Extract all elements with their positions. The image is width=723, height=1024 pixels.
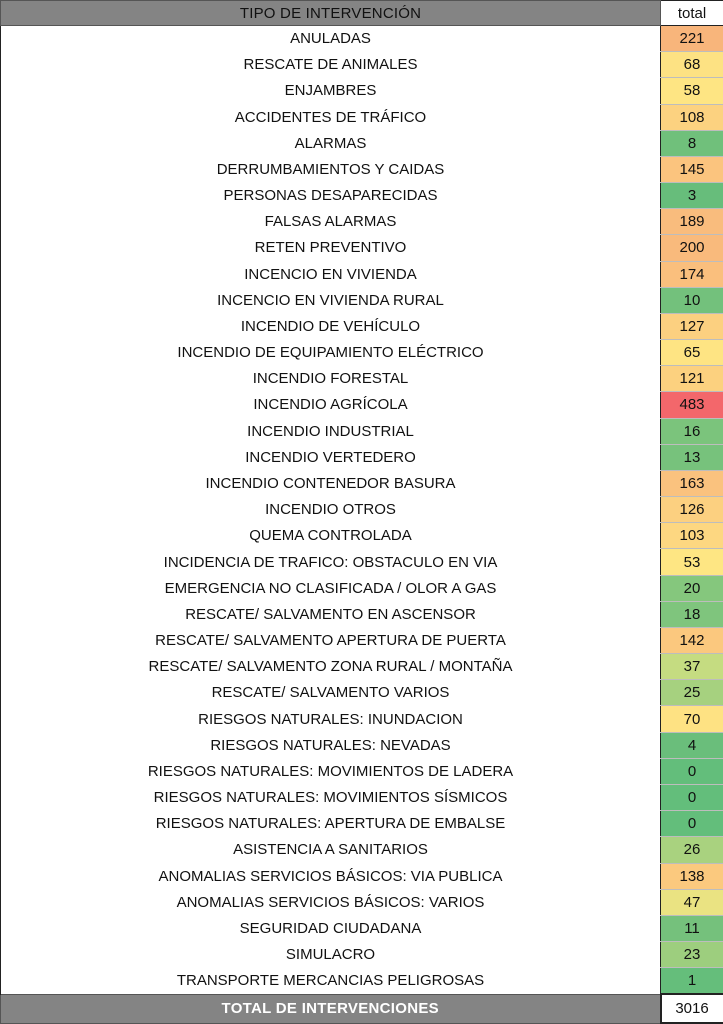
intervention-type: INCENDIO FORESTAL bbox=[1, 366, 661, 392]
table-row bbox=[1, 549, 723, 575]
table-row bbox=[1, 942, 723, 968]
intervention-total: 0 bbox=[661, 758, 723, 784]
intervention-total: 68 bbox=[661, 52, 723, 78]
intervention-type: RIESGOS NATURALES: MOVIMIENTOS SÍSMICOS bbox=[1, 784, 661, 810]
intervention-total: 4 bbox=[661, 732, 723, 758]
intervention-type: INCENDIO CONTENEDOR BASURA bbox=[1, 470, 661, 496]
table-row bbox=[1, 104, 723, 130]
intervention-type: RESCATE/ SALVAMENTO VARIOS bbox=[1, 680, 661, 706]
intervention-type: DERRUMBAMIENTOS Y CAIDAS bbox=[1, 156, 661, 182]
table-row bbox=[1, 889, 723, 915]
intervention-total: 65 bbox=[661, 340, 723, 366]
table-row bbox=[1, 444, 723, 470]
intervention-type: PERSONAS DESAPARECIDAS bbox=[1, 183, 661, 209]
intervention-total: 8 bbox=[661, 130, 723, 156]
table-row bbox=[1, 366, 723, 392]
intervention-total: 138 bbox=[661, 863, 723, 889]
intervention-type: INCENDIO AGRÍCOLA bbox=[1, 392, 661, 418]
intervention-total: 127 bbox=[661, 313, 723, 339]
table-row bbox=[1, 601, 723, 627]
intervention-total: 221 bbox=[661, 26, 723, 52]
intervention-total: 16 bbox=[661, 418, 723, 444]
intervention-total: 20 bbox=[661, 575, 723, 601]
table-row bbox=[1, 680, 723, 706]
intervention-type: ANOMALIAS SERVICIOS BÁSICOS: VIA PUBLICA bbox=[1, 863, 661, 889]
intervention-type: RIESGOS NATURALES: APERTURA DE EMBALSE bbox=[1, 811, 661, 837]
table-row bbox=[1, 784, 723, 810]
table-row bbox=[1, 915, 723, 941]
intervention-type: INCENDIO INDUSTRIAL bbox=[1, 418, 661, 444]
intervention-type: INCENDIO DE VEHÍCULO bbox=[1, 313, 661, 339]
table-row bbox=[1, 497, 723, 523]
intervention-type: SEGURIDAD CIUDADANA bbox=[1, 915, 661, 941]
intervention-type: FALSAS ALARMAS bbox=[1, 209, 661, 235]
column-header-total: total bbox=[661, 1, 723, 26]
intervention-total: 37 bbox=[661, 654, 723, 680]
intervention-total: 121 bbox=[661, 366, 723, 392]
intervention-total: 142 bbox=[661, 627, 723, 653]
intervention-total: 10 bbox=[661, 287, 723, 313]
table-row bbox=[1, 392, 723, 418]
intervention-type: ALARMAS bbox=[1, 130, 661, 156]
intervention-type: INCIDENCIA DE TRAFICO: OBSTACULO EN VIA bbox=[1, 549, 661, 575]
intervention-type: ANULADAS bbox=[1, 26, 661, 52]
table-row bbox=[1, 209, 723, 235]
table-row bbox=[1, 523, 723, 549]
intervention-type: EMERGENCIA NO CLASIFICADA / OLOR A GAS bbox=[1, 575, 661, 601]
intervention-type: RIESGOS NATURALES: NEVADAS bbox=[1, 732, 661, 758]
intervention-type: ACCIDENTES DE TRÁFICO bbox=[1, 104, 661, 130]
table-row bbox=[1, 758, 723, 784]
intervention-total: 0 bbox=[661, 811, 723, 837]
intervention-total: 189 bbox=[661, 209, 723, 235]
table-row bbox=[1, 26, 723, 52]
intervention-type: RETEN PREVENTIVO bbox=[1, 235, 661, 261]
intervention-total: 70 bbox=[661, 706, 723, 732]
table-row bbox=[1, 968, 723, 994]
intervention-type: SIMULACRO bbox=[1, 942, 661, 968]
intervention-type: INCENCIO EN VIVIENDA bbox=[1, 261, 661, 287]
intervention-type: RESCATE DE ANIMALES bbox=[1, 52, 661, 78]
table-row bbox=[1, 627, 723, 653]
intervention-total: 103 bbox=[661, 523, 723, 549]
intervention-type: INCENDIO VERTEDERO bbox=[1, 444, 661, 470]
table-row bbox=[1, 706, 723, 732]
intervention-total: 26 bbox=[661, 837, 723, 863]
intervention-type: ENJAMBRES bbox=[1, 78, 661, 104]
intervention-type: ANOMALIAS SERVICIOS BÁSICOS: VARIOS bbox=[1, 889, 661, 915]
table-row bbox=[1, 313, 723, 339]
table-row bbox=[1, 837, 723, 863]
table-row bbox=[1, 811, 723, 837]
intervention-total: 53 bbox=[661, 549, 723, 575]
intervention-total: 23 bbox=[661, 942, 723, 968]
header-row bbox=[1, 1, 723, 26]
intervention-type: TRANSPORTE MERCANCIAS PELIGROSAS bbox=[1, 968, 661, 994]
table-row bbox=[1, 863, 723, 889]
table-row bbox=[1, 287, 723, 313]
intervention-total: 163 bbox=[661, 470, 723, 496]
intervention-total: 108 bbox=[661, 104, 723, 130]
table-row bbox=[1, 156, 723, 182]
total-row bbox=[1, 994, 723, 1023]
table-row bbox=[1, 340, 723, 366]
intervention-type: RESCATE/ SALVAMENTO ZONA RURAL / MONTAÑA bbox=[1, 654, 661, 680]
intervention-total: 200 bbox=[661, 235, 723, 261]
intervention-total: 174 bbox=[661, 261, 723, 287]
intervention-total: 126 bbox=[661, 497, 723, 523]
column-header-type: TIPO DE INTERVENCIÓN bbox=[1, 1, 661, 26]
intervention-total: 145 bbox=[661, 156, 723, 182]
table-row bbox=[1, 235, 723, 261]
table-row bbox=[1, 575, 723, 601]
intervention-type: RESCATE/ SALVAMENTO EN ASCENSOR bbox=[1, 601, 661, 627]
intervention-total: 18 bbox=[661, 601, 723, 627]
intervention-total: 58 bbox=[661, 78, 723, 104]
intervention-total: 3 bbox=[661, 183, 723, 209]
intervention-total: 11 bbox=[661, 915, 723, 941]
intervention-total: 47 bbox=[661, 889, 723, 915]
intervention-type: RESCATE/ SALVAMENTO APERTURA DE PUERTA bbox=[1, 627, 661, 653]
intervention-type: INCENDIO DE EQUIPAMIENTO ELÉCTRICO bbox=[1, 340, 661, 366]
grand-total-label: TOTAL DE INTERVENCIONES bbox=[1, 994, 661, 1023]
table-row bbox=[1, 261, 723, 287]
intervention-total: 1 bbox=[661, 968, 723, 994]
table-row bbox=[1, 654, 723, 680]
intervention-total: 0 bbox=[661, 784, 723, 810]
intervention-total: 13 bbox=[661, 444, 723, 470]
intervention-type: INCENCIO EN VIVIENDA RURAL bbox=[1, 287, 661, 313]
table-row bbox=[1, 732, 723, 758]
grand-total-value: 3016 bbox=[661, 994, 723, 1023]
intervention-total: 483 bbox=[661, 392, 723, 418]
intervention-type: RIESGOS NATURALES: INUNDACION bbox=[1, 706, 661, 732]
table-row bbox=[1, 78, 723, 104]
table-row bbox=[1, 183, 723, 209]
intervention-type: RIESGOS NATURALES: MOVIMIENTOS DE LADERA bbox=[1, 758, 661, 784]
intervention-total: 25 bbox=[661, 680, 723, 706]
table-body bbox=[1, 26, 723, 995]
intervention-type: QUEMA CONTROLADA bbox=[1, 523, 661, 549]
intervention-type: INCENDIO OTROS bbox=[1, 497, 661, 523]
table-row bbox=[1, 418, 723, 444]
table-row bbox=[1, 470, 723, 496]
table-row bbox=[1, 52, 723, 78]
table-row bbox=[1, 130, 723, 156]
intervention-type: ASISTENCIA A SANITARIOS bbox=[1, 837, 661, 863]
